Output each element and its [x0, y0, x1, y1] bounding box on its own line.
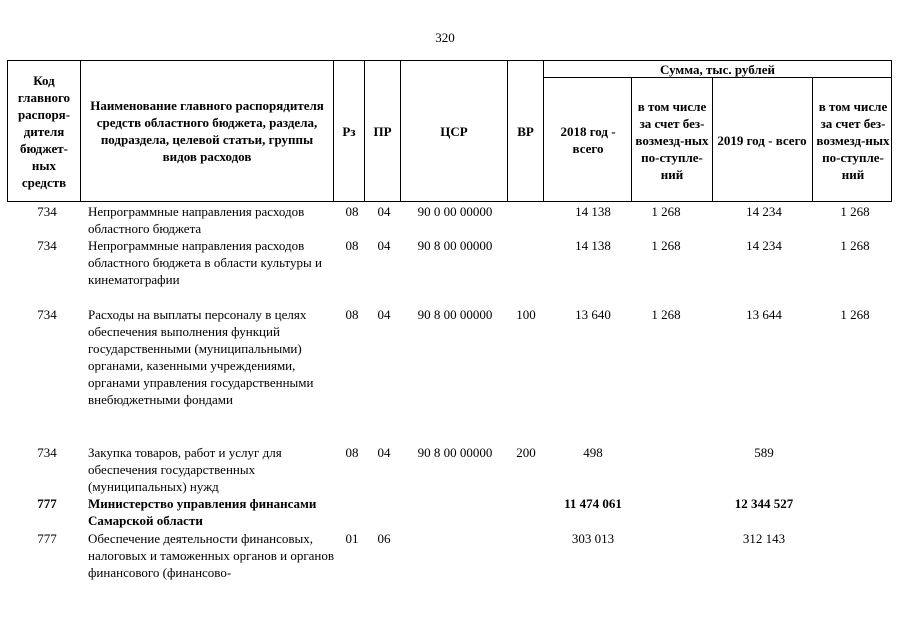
header-rz: Рз — [342, 123, 356, 139]
row-2019-free: 1 268 — [840, 204, 870, 219]
row-code: 777 — [37, 531, 57, 546]
header-2019-total: 2019 год - всего — [717, 132, 807, 148]
header-name: Наименование главного распорядителя средств областного бюджета, раздела, подраздела, целевой статьи, группы видов расходов — [90, 98, 324, 164]
row-pr: 06 — [377, 531, 391, 546]
row-code: 734 — [37, 445, 57, 460]
col-divider — [543, 60, 544, 202]
row-pr: 04 — [377, 238, 391, 253]
header-vr: ВР — [517, 123, 534, 139]
col-divider — [812, 77, 813, 202]
row-name: Расходы на выплаты персоналу в целях обеспечения выполнения функций государственными (муниципальными) органами, казенными учреждениями, органами управления государственными внебюджетными фондами — [88, 307, 314, 407]
row-2018-total: 498 — [583, 445, 603, 460]
row-2018-total: 11 474 061 — [564, 496, 622, 511]
row-csr: 90 8 00 00000 — [417, 307, 493, 322]
table-row — [0, 237, 905, 305]
row-csr: 90 8 00 00000 — [417, 445, 493, 460]
header-2018-total: 2018 год - всего — [560, 124, 616, 156]
table-row — [0, 444, 905, 495]
table-row — [0, 495, 905, 529]
row-rz: 08 — [345, 204, 359, 219]
row-pr: 04 — [377, 204, 391, 219]
col-divider — [712, 77, 713, 202]
header-pr: ПР — [373, 123, 392, 139]
row-2018-free: 1 268 — [651, 238, 681, 253]
row-2019-total: 12 344 527 — [734, 496, 794, 511]
row-name: Непрограммные направления расходов областного бюджета в области культуры и кинематографии — [88, 238, 322, 287]
row-csr: 90 0 00 00000 — [417, 204, 493, 219]
header-csr: ЦСР — [440, 123, 468, 139]
row-2019-total: 14 234 — [746, 204, 782, 219]
row-2018-free: 1 268 — [651, 204, 681, 219]
row-name: Обеспечение деятельности финансовых, налоговых и таможенных органов и органов финансового (финансово- — [88, 531, 335, 580]
row-rz: 08 — [345, 307, 359, 322]
row-rz: 08 — [345, 238, 359, 253]
row-2019-free: 1 268 — [840, 238, 870, 253]
row-2018-total: 303 013 — [571, 531, 615, 546]
row-rz: 08 — [345, 445, 359, 460]
header-2019-free: в том числе за счет без-возмезд-ных по-ступле-ний — [816, 98, 890, 182]
col-divider — [7, 60, 8, 202]
row-name: Непрограммные направления расходов областного бюджета — [88, 204, 305, 236]
row-2018-total: 14 138 — [575, 238, 611, 253]
col-divider — [631, 77, 632, 202]
row-2019-total: 589 — [754, 445, 774, 460]
header-bottom-border — [7, 201, 892, 202]
row-rz: 01 — [345, 531, 359, 546]
row-name: Закупка товаров, работ и услуг для обеспечения государственных (муниципальных) нужд — [88, 445, 282, 494]
row-csr: 90 8 00 00000 — [417, 238, 493, 253]
row-2019-total: 13 644 — [746, 307, 782, 322]
row-name: Министерство управления финансами Самарской области — [88, 496, 317, 528]
row-2018-total: 14 138 — [575, 204, 611, 219]
row-2019-total: 312 143 — [742, 531, 786, 546]
row-2018-free: 1 268 — [651, 307, 681, 322]
page-number: 320 — [435, 30, 455, 45]
row-2018-total: 13 640 — [575, 307, 611, 322]
col-divider — [891, 60, 892, 202]
row-pr: 04 — [377, 445, 391, 460]
row-2019-free: 1 268 — [840, 307, 870, 322]
table-row — [0, 203, 905, 237]
row-pr: 04 — [377, 307, 391, 322]
header-code: Код главного распоря-дителя бюджет-ных средств — [17, 72, 71, 190]
table-row — [0, 530, 905, 600]
row-code: 734 — [37, 307, 57, 322]
row-code: 777 — [37, 496, 57, 511]
header-2018-free: в том числе за счет без-возмезд-ных по-ступле-ний — [635, 98, 709, 182]
row-code: 734 — [37, 238, 57, 253]
row-2019-total: 14 234 — [746, 238, 782, 253]
row-vr: 200 — [516, 445, 536, 460]
row-vr: 100 — [516, 307, 536, 322]
header-sum: Сумма, тыс. рублей — [660, 61, 775, 77]
col-divider — [80, 60, 81, 202]
row-code: 734 — [37, 204, 57, 219]
table-row — [0, 306, 905, 442]
